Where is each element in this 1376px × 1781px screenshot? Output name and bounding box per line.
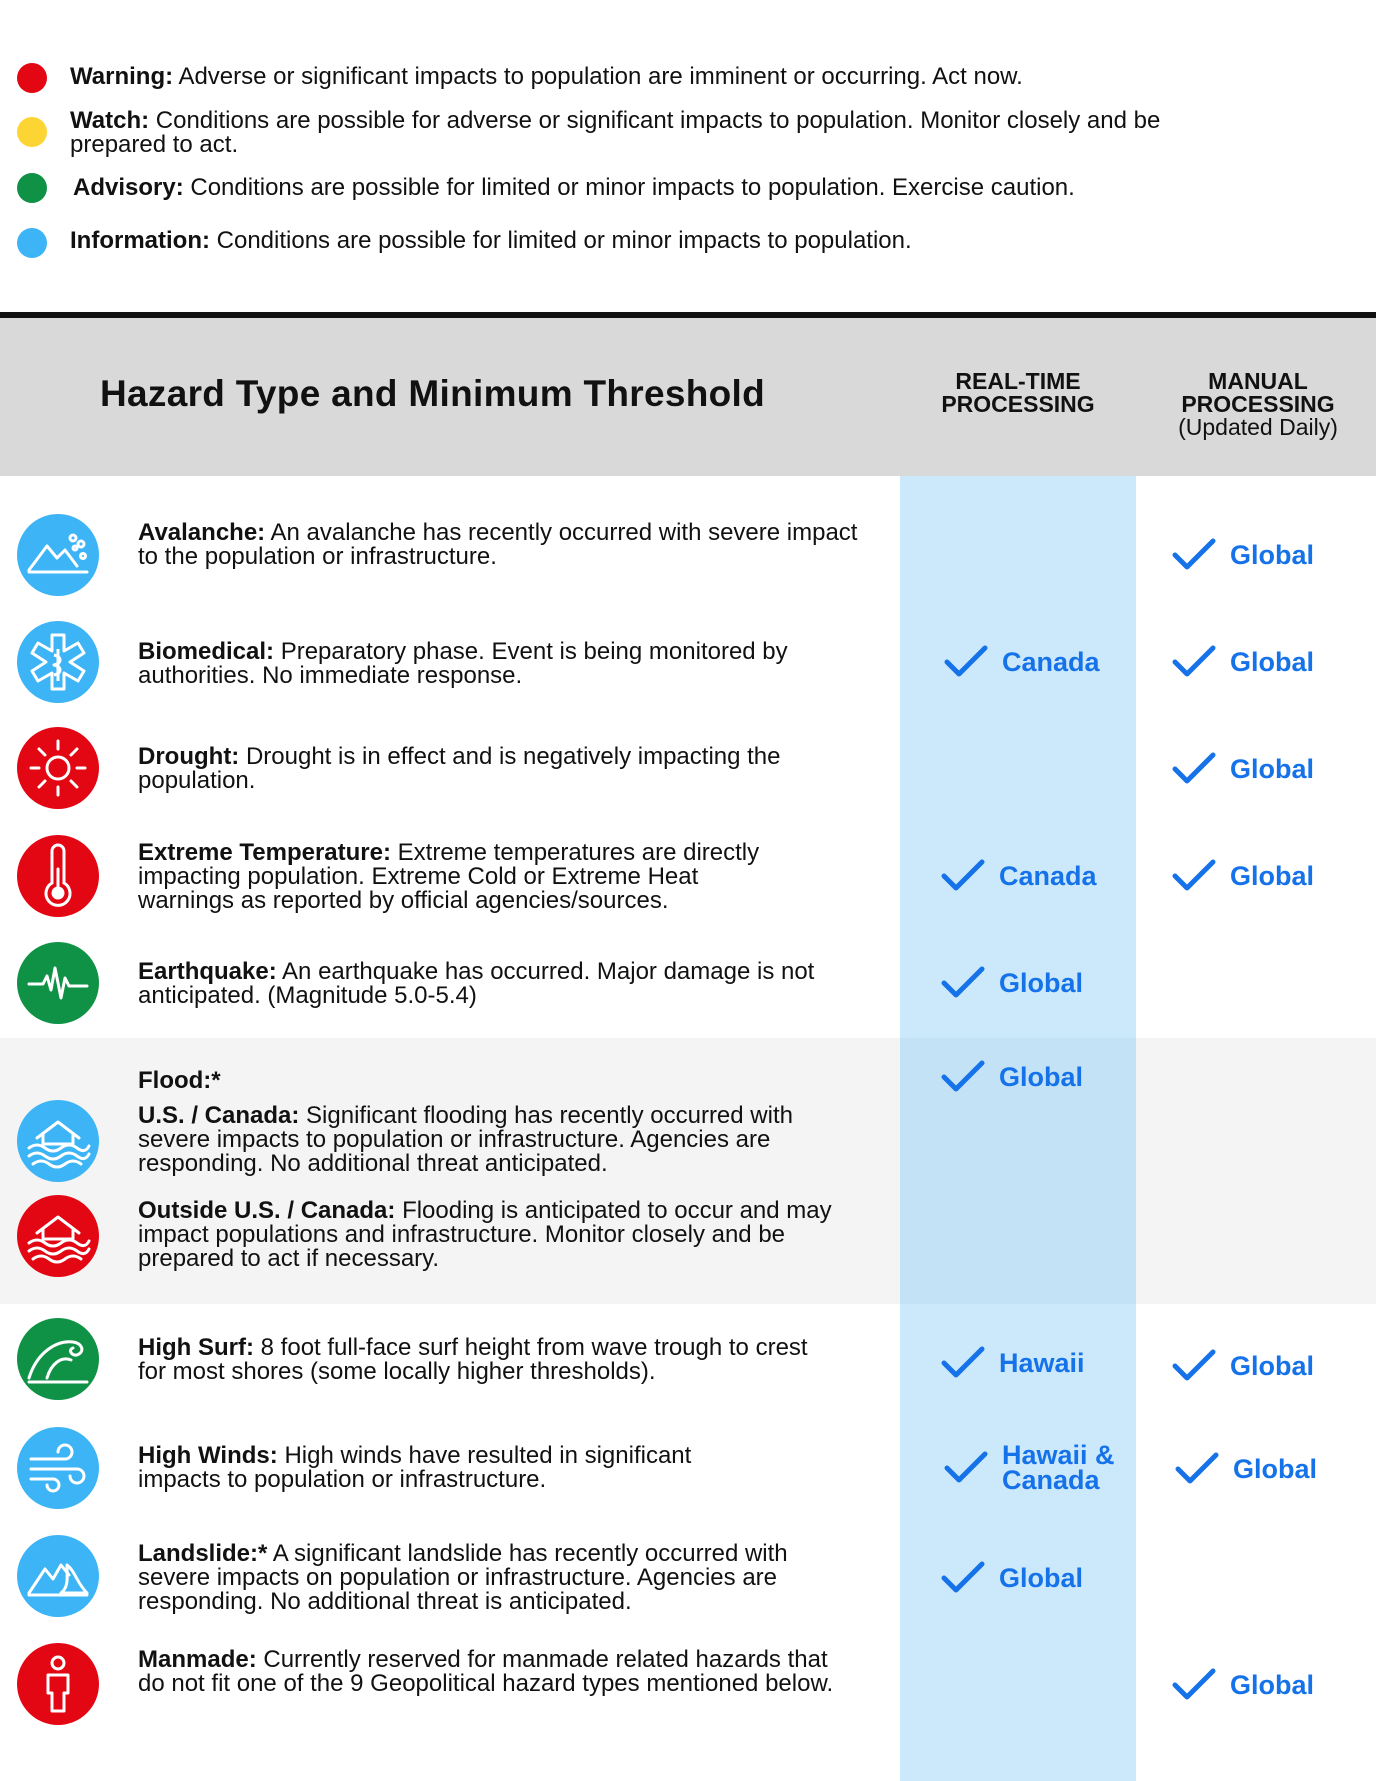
high-winds-realtime-coverage [944,1440,1115,1495]
hazard-biomedical-name: Biomedical: [138,638,275,665]
hazard-manmade [138,1648,858,1696]
hazard-biomedical [138,640,858,688]
high-winds-manual-label: Global [1233,1453,1318,1484]
flood-outside-label: Outside U.S. / Canada: [138,1197,396,1224]
legend-information-label: Information: [70,227,210,254]
legend-watch-label: Watch: [70,107,150,134]
hazard-high-surf-text: 8 foot full-face surf height from wave trough to crest for most shores (some locally higher thresholds). [138,1334,808,1385]
legend-information [70,229,1270,253]
hazard-landslide-name: Landslide:* [138,1540,268,1567]
biomedical-icon [17,621,99,703]
check-icon [1172,538,1216,572]
legend-advisory-text: Conditions are possible for limited or minor impacts to population. Exercise caution. [190,174,1075,201]
manual-header-line2: PROCESSING [1181,391,1335,417]
high-winds-realtime-line2: Canada [1002,1465,1100,1495]
legend-warning-label: Warning: [70,63,174,90]
flood-outside-text: Flooding is anticipated to occur and may impact populations and infrastructure. Monitor closely and be prepared to act if necessary. [138,1197,832,1272]
hazard-landslide-text: A significant landslide has recently occurred with severe impacts on population or infrastructure. Agencies are responding. No additional threat is anticipated. [138,1540,788,1615]
flood-realtime-coverage [941,1060,1083,1094]
extreme-temperature-realtime-coverage [941,859,1097,893]
hazard-extreme-temperature-name: Extreme Temperature: [138,839,391,866]
legend-watch [70,109,1240,157]
watch-dot [17,117,47,147]
wind-icon [17,1427,99,1509]
drought-manual-coverage [1172,752,1314,786]
landslide-icon [17,1535,99,1617]
hazard-manmade-name: Manmade: [138,1646,257,1673]
wave-icon [17,1318,99,1400]
avalanche-icon [17,514,99,596]
check-icon [1172,1668,1216,1702]
hazard-avalanche-text: An avalanche has recently occurred with severe impact to the population or infrastructure. [138,519,858,570]
flood-outside-icon [17,1195,99,1277]
check-icon [941,859,985,893]
realtime-column-header [918,370,1118,416]
hazard-avalanche [138,521,858,569]
legend-advisory [73,176,1273,200]
seismograph-icon [17,942,99,1024]
earthquake-realtime-label: Global [999,967,1084,998]
landslide-realtime-label: Global [999,1562,1084,1593]
hazard-earthquake-text: An earthquake has occurred. Major damage is not anticipated. (Magnitude 5.0-5.4) [138,958,815,1009]
check-icon [1172,752,1216,786]
check-icon [941,1060,985,1094]
high-winds-realtime-line1: Hawaii & [1002,1440,1115,1470]
manual-header-sub: (Updated Daily) [1178,414,1338,440]
high-winds-realtime-label [1002,1440,1115,1495]
hazard-biomedical-text: Preparatory phase. Event is being monitored by authorities. No immediate response. [138,638,788,689]
realtime-header-line2: PROCESSING [941,391,1095,417]
hazard-high-winds-text: High winds have resulted in significant impacts to population or infrastructure. [138,1442,692,1493]
biomedical-manual-label: Global [1230,646,1315,677]
check-icon [1172,859,1216,893]
manmade-manual-label: Global [1230,1669,1315,1700]
realtime-header-line1: REAL-TIME [955,368,1081,394]
manual-header-line1: MANUAL [1208,368,1308,394]
avalanche-manual-label: Global [1230,539,1315,570]
severity-legend [0,0,1376,310]
extreme-temperature-manual-label: Global [1230,860,1315,891]
flood-title: Flood:* [138,1067,221,1094]
extreme-temperature-realtime-label: Canada [999,860,1097,891]
information-dot [17,228,47,258]
flood-realtime-label: Global [999,1061,1084,1092]
sun-icon [17,727,99,809]
flood-us-label: U.S. / Canada: [138,1102,300,1129]
hazard-high-surf [138,1336,818,1384]
flood-us-text: Significant flooding has recently occurred with severe impacts to population or infrastructure. Agencies are responding. No additional threat anticipated. [138,1102,793,1177]
advisory-dot [17,173,47,203]
flood-us-canada-icon [17,1100,99,1182]
hazard-high-winds [138,1444,778,1492]
check-icon [944,1451,988,1485]
hazard-high-surf-name: High Surf: [138,1334,254,1361]
high-surf-realtime-label: Hawaii [999,1347,1085,1378]
hazard-manmade-text: Currently reserved for manmade related hazards that do not fit one of the 9 Geopolitical hazard types mentioned below. [138,1646,834,1697]
check-icon [941,1346,985,1380]
hazard-extreme-temperature-text: Extreme temperatures are directly impacting population. Extreme Cold or Extreme Heat warnings as reported by official agencies/sources. [138,839,760,914]
check-icon [941,1561,985,1595]
avalanche-manual-coverage [1172,538,1314,572]
thermometer-icon [17,835,99,917]
hazard-drought-text: Drought is in effect and is negatively impacting the population. [138,743,781,794]
biomedical-realtime-label: Canada [1002,646,1100,677]
table-title: Hazard Type and Minimum Threshold [100,373,766,414]
hazard-extreme-temperature [138,841,778,913]
hazard-drought [138,745,858,793]
landslide-realtime-coverage [941,1561,1083,1595]
person-icon [17,1643,99,1725]
check-icon [1172,1349,1216,1383]
legend-watch-text: Conditions are possible for adverse or significant impacts to population. Monitor closely and be prepared to act. [70,107,1161,158]
hazard-landslide [138,1542,858,1614]
legend-warning-text: Adverse or significant impacts to population are imminent or occurring. Act now. [178,63,1023,90]
legend-advisory-label: Advisory: [73,174,184,201]
legend-information-text: Conditions are possible for limited or minor impacts to population. [216,227,912,254]
legend-warning [70,65,1270,89]
check-icon [1175,1452,1219,1486]
warning-dot [17,63,47,93]
earthquake-realtime-coverage [941,966,1083,1000]
hazard-earthquake-name: Earthquake: [138,958,277,985]
manmade-manual-coverage [1172,1668,1314,1702]
biomedical-manual-coverage [1172,645,1314,679]
high-winds-manual-coverage [1175,1452,1317,1486]
high-surf-manual-coverage [1172,1349,1314,1383]
high-surf-manual-label: Global [1230,1350,1315,1381]
table-header [0,318,1376,476]
hazard-avalanche-name: Avalanche: [138,519,266,546]
check-icon [1172,645,1216,679]
manual-column-header [1140,370,1376,439]
hazard-flood [138,1069,858,1271]
hazard-drought-name: Drought: [138,743,240,770]
high-surf-realtime-coverage [941,1346,1085,1380]
biomedical-realtime-coverage [944,645,1100,679]
check-icon [941,966,985,1000]
hazard-high-winds-name: High Winds: [138,1442,278,1469]
hazard-earthquake [138,960,858,1008]
check-icon [944,645,988,679]
extreme-temperature-manual-coverage [1172,859,1314,893]
drought-manual-label: Global [1230,753,1315,784]
